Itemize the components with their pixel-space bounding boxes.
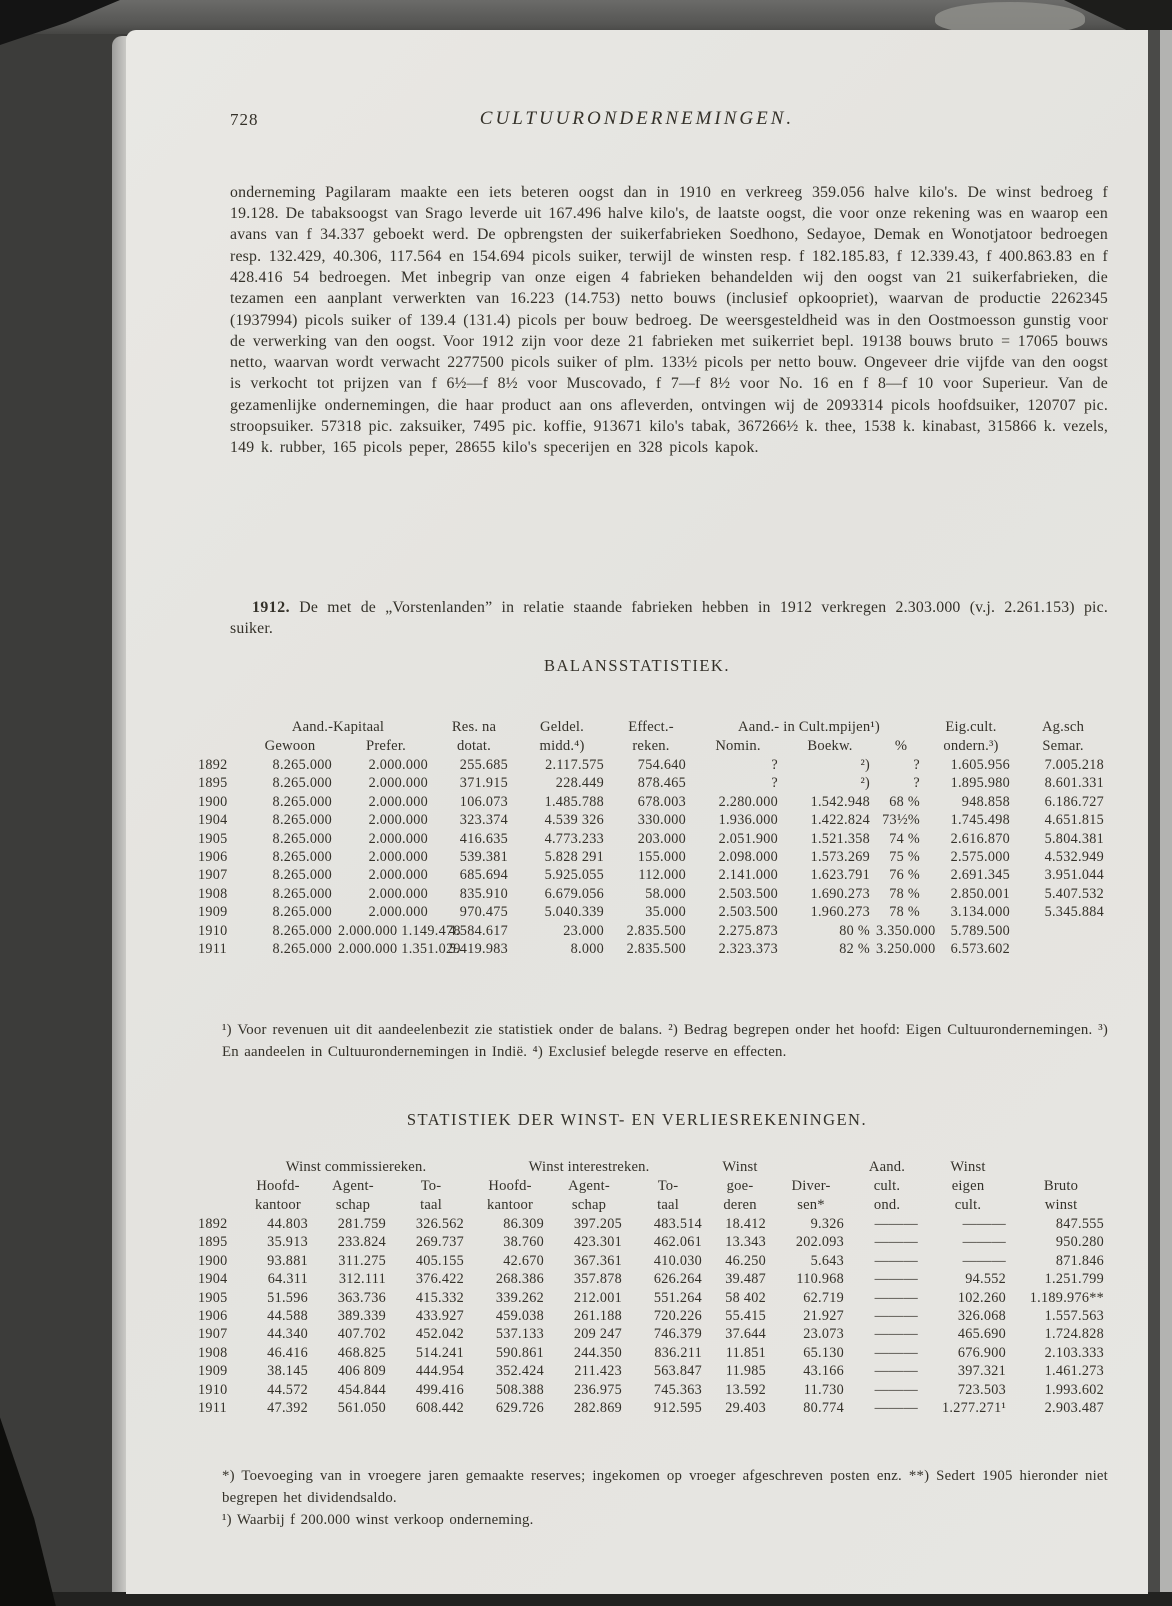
table-row: 1900 93.881 311.275 405.155 42.670 367.361 410.030 46.250 5.643 ——— ——— 871.846: [198, 1252, 1105, 1269]
col-prefer: Prefer.: [366, 738, 406, 754]
col-gewoon: Gewoon: [264, 738, 316, 754]
table-row: 1908 46.416 468.825 514.241 590.861 244.350 836.211 11.851 65.130 ——— 676.900 2.103.333: [198, 1344, 1105, 1361]
col-cult: cult.: [873, 1178, 901, 1194]
balans-header-row-1: [198, 718, 1110, 737]
col-ond: ond.: [873, 1197, 901, 1213]
col-taal-2b: taal: [657, 1197, 679, 1213]
col-hoofd-1: Hoofd-: [256, 1178, 300, 1194]
year-text: De met de „Vorstenlanden” in relatie staande fabrieken hebben in 1912 verkregen 2.303.000 (v.j. 2.261.153) pic. suiker.: [230, 598, 1108, 638]
col-winst-commissiereken: Winst commissiereken.: [285, 1159, 427, 1175]
winst-header-row-3: [198, 1196, 1110, 1215]
winst-header-row-2: [198, 1177, 1110, 1196]
col-schap-1: schap: [335, 1197, 371, 1213]
scan-right-margin: [1160, 30, 1172, 1594]
col-hoofd-2: Hoofd-: [488, 1178, 532, 1194]
table-row: 1895 35.913 233.824 269.737 38.760 423.301 462.061 13.343 202.093 ——— ——— 950.280: [198, 1234, 1105, 1251]
winst-footnote: [222, 1465, 1108, 1531]
col-res-na: Res. na: [451, 719, 497, 735]
winst-heading: STATISTIEK DER WINST- EN VERLIESREKENINGEN.: [406, 1110, 868, 1129]
col-goe: goe-: [726, 1178, 754, 1194]
winst-table: [198, 1158, 1110, 1417]
table-row: 1906 44.588 389.339 433.927 459.038 261.188 720.226 55.415 21.927 ——— 326.068 1.557.563: [198, 1308, 1105, 1325]
col-winst-goederen: Winst: [722, 1159, 758, 1175]
table-row: 1909 8.265.000 2.000.000 970.475 5.040.339 35.000 2.503.500 1.960.273 78 % 3.134.000 5.345.884: [198, 904, 1105, 921]
col-dotat: dotat.: [457, 738, 492, 754]
table-row: 1892 44.803 281.759 326.562 86.309 397.205 483.514 18.412 9.326 ——— ——— 847.555: [198, 1216, 1105, 1232]
winst-header-row-1: [198, 1158, 1110, 1177]
col-geldel: Geldel.: [540, 719, 584, 735]
table-row: 1900 8.265.000 2.000.000 106.073 1.485.788 678.003 2.280.000 1.542.948 68 % 948.858 6.186.727: [198, 793, 1105, 810]
table-row: 1908 8.265.000 2.000.000 835.910 6.679.056 58.000 2.503.500 1.690.273 78 % 2.850.001 5.407.532: [198, 885, 1105, 902]
book-page: [126, 30, 1148, 1594]
table-row: 1895 8.265.000 2.000.000 371.915 228.449 878.465 ? ²) ? 1.895.980 8.601.331: [198, 775, 1105, 792]
body-paragraph: onderneming Pagilaram maakte een iets beteren oogst dan in 1910 en verkreeg 359.056 halve kilo's. De winst bedroeg f 19.128. De tabaksoogst van Srago leverde uit 167.496 halve kilo's, de laatste oogst, die voor onze rekening was en waarop een avans van f 34.337 geboekt werd. De opbrengsten der suikerfabrieken Soedhono, Sedayoe, Demak en Wonotjatoor bedroegen resp. 132.429, 40.306, 117.564 en 154.694 picols suiker, terwijl de winsten resp. f 182.185.83, f 12.339.43, f 400.863.83 en f 428.416 54 bedroegen. Met inbegrip van onze eigen 4 fabrieken behandelden wij den oogst van 21 suikerfabrieken, die tezamen een aanplant verwerkten van 16.223 (14.753) netto bouws (inclusief opkoopriet), waarvan de productie 2262345 (1937994) picols suiker of 139.4 (131.4) picols per bouw bedroeg. De weersgesteldheid was in den Oostmoesson gunstig voor de verwerking van den oogst. Voor 1912 zijn voor deze 21 fabrieken met suikerriet bepl. 19138 bouws bruto = 17065 bouws netto, waarvan wordt verwacht 2277500 picols suiker of plm. 133½ picols per netto bouw. Ongeveer drie vijfde van den oogst is verkocht tot prijzen van f 6½—f 8½ voor Muscovado, f 7—f 8½ voor No. 16 en f 8—f 10 voor Superieur. Van de gezamenlijke ondernemingen, die haar product aan ons afleverden, ontvingen wij de 2093314 picols hoofdsuiker, 120707 pic. stroopsuiker. 57318 pic. zaksuiker, 7495 pic. koffie, 913671 kilo's tabak, 367266½ k. thee, 1538 k. kinabast, 315866 k. vezels, 149 k. rubber, 165 picols peper, 28655 kilo's specerijen en 328 picols kapok.: [230, 183, 1108, 457]
col-agent-2: Agent-: [568, 1178, 610, 1194]
col-semar: Semar.: [1042, 738, 1084, 754]
running-title: CULTUURONDERNEMINGEN.: [479, 108, 795, 129]
winst-footnote-a: *) Toevoeging van in vroegere jaren gemaakte reserves; ingekomen op vroeger afgeschreven posten enz. **) Sedert 1905 hieronder niet begrepen het dividendsaldo.: [222, 1467, 1108, 1506]
balans-table: [198, 718, 1110, 958]
col-pct: %: [894, 738, 908, 754]
table-row: 1911 8.265.000 2.000.000 1.351.029 5.419.983 8.000 2.835.500 2.323.373 82 % 3.250.000 6.573.602: [198, 941, 1011, 958]
col-ondern: ondern.³): [943, 738, 999, 754]
winst-footnote-b: ¹) Waarbij f 200.000 winst verkoop onderneming.: [222, 1511, 534, 1528]
col-kantoor-2: kantoor: [487, 1197, 534, 1213]
balans-header-row-2: [198, 737, 1110, 756]
balans-footnote: ¹) Voor revenuen uit dit aandeelenbezit zie statistiek onder de balans. ²) Bedrag begrepen onder het hoofd: Eigen Cultuurondernemingen. ³) En aandeelen in Cultuurondernemingen in Indië. ⁴) Exclusief belegde reserve en effecten.: [222, 1021, 1108, 1060]
col-reken: reken.: [632, 738, 670, 754]
book-page-edges: [0, 26, 128, 1598]
col-eig-cult: Eig.cult.: [945, 719, 997, 735]
col-eigen: eigen: [951, 1178, 985, 1194]
col-taal-1b: taal: [420, 1197, 442, 1213]
table-row: 1905 51.596 363.736 415.332 339.262 212.001 551.264 58 402 62.719 ——— 102.260 1.189.976**: [198, 1289, 1105, 1306]
table-row: 1905 8.265.000 2.000.000 416.635 4.773.233 203.000 2.051.900 1.521.358 74 % 2.616.870 5.804.381: [198, 830, 1105, 847]
col-winst-interestreken: Winst interestreken.: [528, 1159, 650, 1175]
col-agent-1: Agent-: [332, 1178, 374, 1194]
col-nomin: Nomin.: [715, 738, 761, 754]
year-lead: 1912.: [252, 598, 291, 616]
col-diver: Diver-: [791, 1178, 831, 1194]
page-right-shadow: [1148, 30, 1160, 1594]
year-paragraph: [230, 597, 1108, 640]
col-taal-1: To-: [420, 1178, 442, 1194]
col-taal-2: To-: [657, 1178, 679, 1194]
col-aand-kapitaal: Aand.-Kapitaal: [291, 719, 385, 735]
col-sen: sen*: [797, 1197, 825, 1213]
table-row: 1904 64.311 312.111 376.422 268.386 357.878 626.264 39.487 110.968 ——— 94.552 1.251.799: [198, 1271, 1105, 1288]
col-cult-b: cult.: [954, 1197, 982, 1213]
table-row: 1907 44.340 407.702 452.042 537.133 209 247 746.379 37.644 23.073 ——— 465.690 1.724.828: [198, 1326, 1105, 1343]
col-ag-sch: Ag.sch: [1041, 719, 1085, 735]
col-effect: Effect.-: [628, 719, 674, 735]
table-row: 1892 8.265.000 2.000.000 255.685 2.117.575 754.640 ? ²) ? 1.605.956 7.005.218: [198, 757, 1105, 773]
col-bruto: Bruto: [1043, 1178, 1079, 1194]
col-deren: deren: [723, 1197, 757, 1213]
col-boekw: Boekw.: [807, 738, 853, 754]
scan-bottom-shadow: [0, 1592, 1172, 1606]
col-kantoor-1: kantoor: [255, 1197, 301, 1213]
table-row: 1910 8.265.000 2.000.000 1.149.478 4.584.617 23.000 2.835.500 2.275.873 80 % 3.350.000 5.789.500: [198, 922, 1011, 939]
table-row: 1910 44.572 454.844 499.416 508.388 236.975 745.363 13.592 11.730 ——— 723.503 1.993.602: [198, 1381, 1105, 1398]
col-aand-cult: Aand.: [868, 1159, 906, 1175]
col-winst-b: winst: [1044, 1197, 1078, 1213]
col-winst-eigen: Winst: [950, 1159, 986, 1175]
col-midd: midd.⁴): [539, 738, 585, 754]
table-row: 1911 47.392 561.050 608.442 629.726 282.869 912.595 29.403 80.774 ——— 1.277.271¹ 2.903.487: [198, 1400, 1105, 1417]
table-row: 1909 38.145 406 809 444.954 352.424 211.423 563.847 11.985 43.166 ——— 397.321 1.461.273: [198, 1363, 1105, 1380]
table-row: 1904 8.265.000 2.000.000 323.374 4.539 326 330.000 1.936.000 1.422.824 73½% 1.745.498 4.651.815: [198, 812, 1105, 829]
table-row: 1906 8.265.000 2.000.000 539.381 5.828 291 155.000 2.098.000 1.573.269 75 % 2.575.000 4.532.949: [198, 849, 1105, 866]
balans-heading: BALANSSTATISTIEK.: [544, 656, 730, 675]
table-row: 1907 8.265.000 2.000.000 685.694 5.925.055 112.000 2.141.000 1.623.791 76 % 2.691.345 3.951.044: [198, 867, 1105, 884]
col-schap-2: schap: [571, 1197, 607, 1213]
page-number: 728: [230, 110, 259, 129]
col-aand-in-cultmpijen: Aand.- in Cult.mpijen¹): [738, 719, 880, 735]
